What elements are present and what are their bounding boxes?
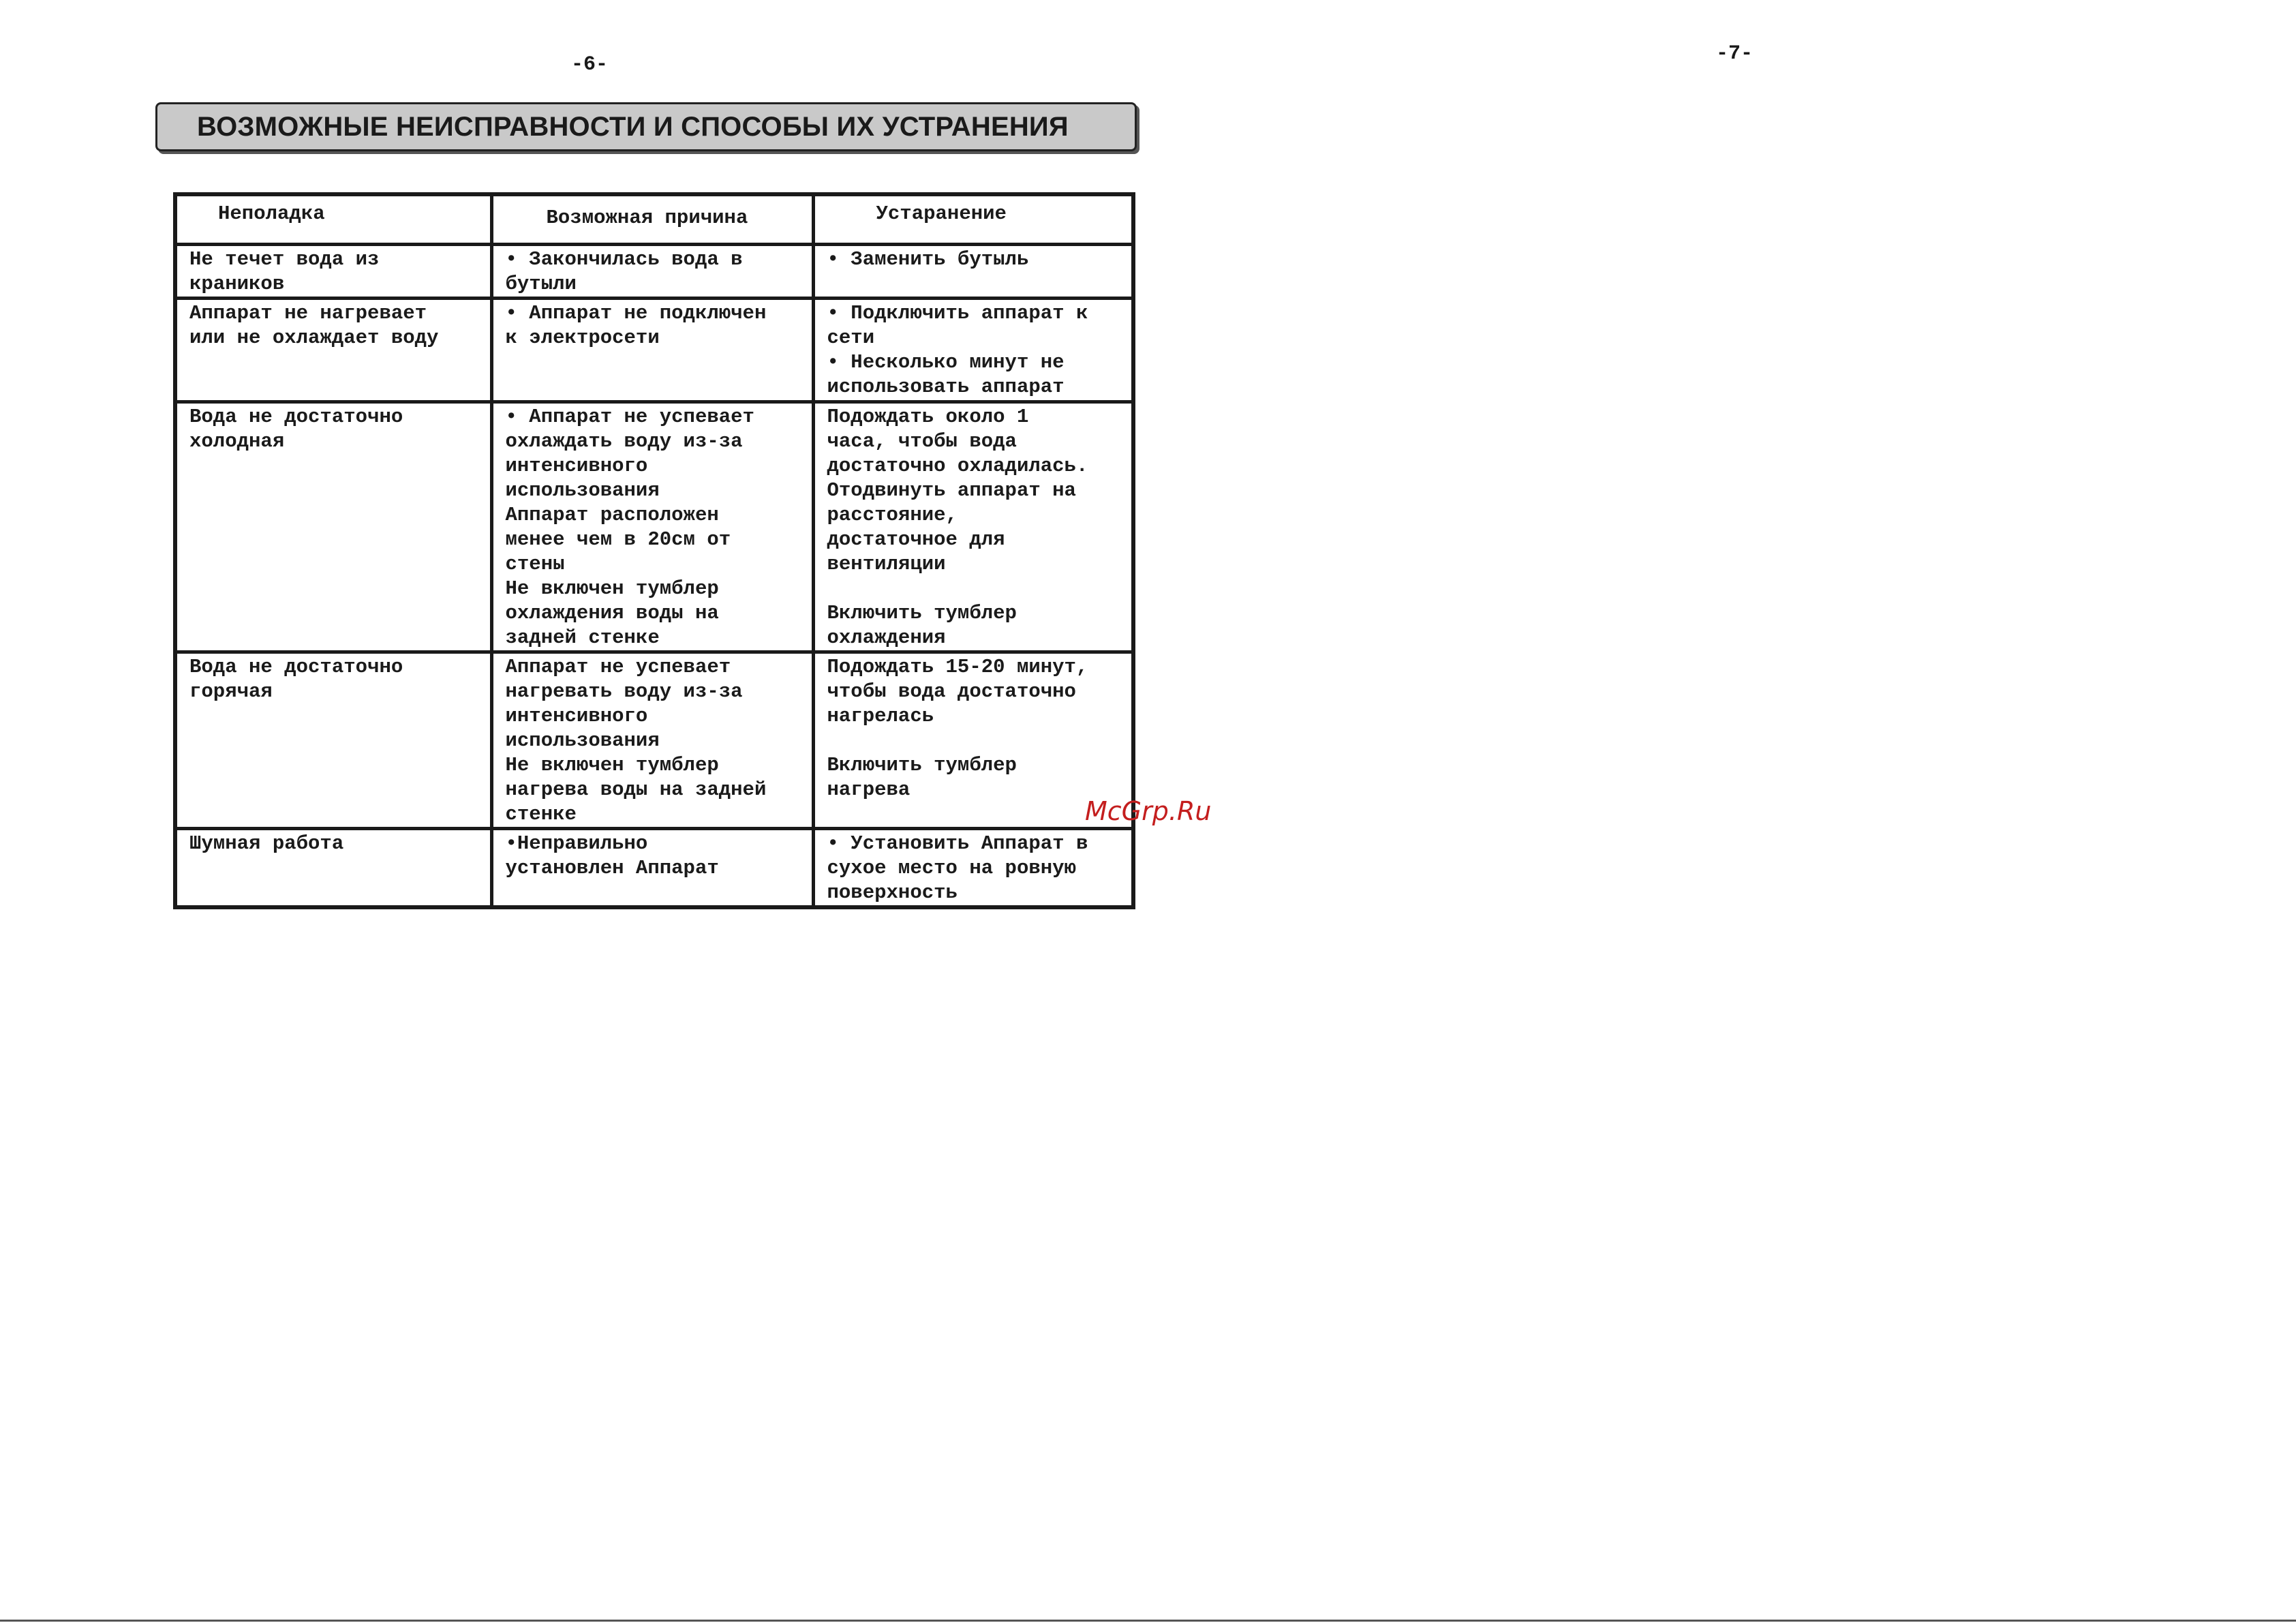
cell-text-line: Подождать 15-20 минут, — [827, 656, 1088, 678]
cell-text-line: • Аппарат не подключен — [505, 302, 767, 324]
cell-text-line: нагрева — [827, 778, 910, 801]
cell-text-line: Не течет вода из — [189, 248, 380, 271]
table-body — [175, 245, 1133, 908]
cell-text-line: • Аппарат не успевает — [505, 406, 754, 428]
cell-text-line: Аппарат не успевает — [505, 656, 731, 678]
cell-text-line: горячая — [189, 680, 273, 703]
cell-text-line: • Установить Аппарат в — [827, 832, 1088, 855]
cell-text-line: холодная — [189, 430, 285, 453]
table-row — [175, 829, 1133, 908]
cell-text-line: чтобы вода достаточно — [827, 680, 1076, 703]
cell-problem — [175, 652, 491, 829]
cell-cause — [491, 402, 813, 652]
cell-text-line: Отодвинуть аппарат на — [827, 479, 1076, 502]
header-remedy: Устаранение — [813, 194, 1133, 245]
cell-text-line: охлаждения — [827, 626, 946, 649]
table-row — [175, 402, 1133, 652]
cell-text-line: Подождать около 1 — [827, 406, 1029, 428]
cell-text-line: к электросети — [505, 327, 660, 349]
cell-text-line: Аппарат расположен — [505, 504, 719, 526]
cell-problem — [175, 299, 491, 402]
cell-problem — [175, 402, 491, 652]
cell-problem — [175, 829, 491, 908]
table-row — [175, 652, 1133, 829]
cell-text-line: Шумная работа — [189, 832, 344, 855]
cell-text-line: сети — [827, 327, 875, 349]
bottom-divider — [0, 1620, 2296, 1622]
cell-text-line: бутыли — [505, 273, 577, 295]
cell-text-line: стены — [505, 553, 565, 575]
cell-text-line: использования — [505, 729, 660, 752]
cell-remedy — [813, 299, 1133, 402]
troubleshooting-table — [173, 192, 1135, 909]
cell-cause — [491, 245, 813, 299]
section-title-banner — [155, 102, 1137, 151]
page-number-right: -7- — [1716, 42, 1754, 65]
cell-text-line: краников — [189, 273, 285, 295]
cell-text-line: поверхность — [827, 881, 958, 904]
cell-text-line: • Подключить аппарат к — [827, 302, 1088, 324]
cell-text-line: сухое место на ровную — [827, 857, 1076, 879]
cell-cause — [491, 299, 813, 402]
cell-text-line: вентиляции — [827, 553, 946, 575]
table-row — [175, 299, 1133, 402]
cell-text-line: Вода не достаточно — [189, 406, 403, 428]
cell-text-line: Не включен тумблер — [505, 577, 719, 600]
cell-text-line: • Закончилась вода в — [505, 248, 743, 271]
cell-problem — [175, 245, 491, 299]
cell-text-line: Не включен тумблер — [505, 754, 719, 776]
blank-line — [827, 729, 1125, 753]
cell-cause — [491, 652, 813, 829]
cell-text-line: Аппарат не нагревает — [189, 302, 427, 324]
cell-text-line: интенсивного — [505, 455, 648, 477]
header-problem: Неполадка — [175, 194, 491, 245]
cell-remedy — [813, 402, 1133, 652]
cell-text-line: установлен Аппарат — [505, 857, 719, 879]
cell-text-line: охлаждения воды на — [505, 602, 719, 624]
cell-text-line: Вода не достаточно — [189, 656, 403, 678]
table-row — [175, 245, 1133, 299]
cell-text-line: нагревать воду из-за — [505, 680, 743, 703]
cell-text-line: нагрева воды на задней — [505, 778, 767, 801]
watermark: McGrp.Ru — [1085, 796, 1212, 826]
cell-text-line: Включить тумблер — [827, 754, 1017, 776]
cell-text-line: или не охлаждает воду — [189, 327, 439, 349]
cell-text-line: охлаждать воду из-за — [505, 430, 743, 453]
header-cause: Возможная причина — [491, 194, 813, 245]
cell-text-line: часа, чтобы вода — [827, 430, 1017, 453]
cell-text-line: менее чем в 20см от — [505, 528, 731, 551]
cell-text-line: достаточное для — [827, 528, 1005, 551]
cell-text-line: задней стенке — [505, 626, 660, 649]
cell-text-line: стенке — [505, 803, 577, 825]
cell-text-line: Включить тумблер — [827, 602, 1017, 624]
cell-text-line: нагрелась — [827, 705, 934, 727]
cell-remedy — [813, 245, 1133, 299]
cell-text-line: • Заменить бутыль — [827, 248, 1029, 271]
page-number-left: -6- — [571, 53, 609, 76]
cell-text-line: использовать аппарат — [827, 376, 1065, 398]
cell-text-line: • Несколько минут не — [827, 351, 1065, 374]
cell-text-line: расстояние, — [827, 504, 958, 526]
cell-text-line: достаточно охладилась. — [827, 455, 1088, 477]
cell-cause — [491, 829, 813, 908]
section-title: ВОЗМОЖНЫЕ НЕИСПРАВНОСТИ И СПОСОБЫ ИХ УСТРАНЕНИЯ — [197, 111, 1069, 142]
cell-remedy — [813, 829, 1133, 908]
table-header-row — [175, 194, 1133, 245]
cell-text-line: использования — [505, 479, 660, 502]
blank-line — [827, 577, 1125, 601]
cell-text-line: •Неправильно — [505, 832, 648, 855]
cell-text-line: интенсивного — [505, 705, 648, 727]
